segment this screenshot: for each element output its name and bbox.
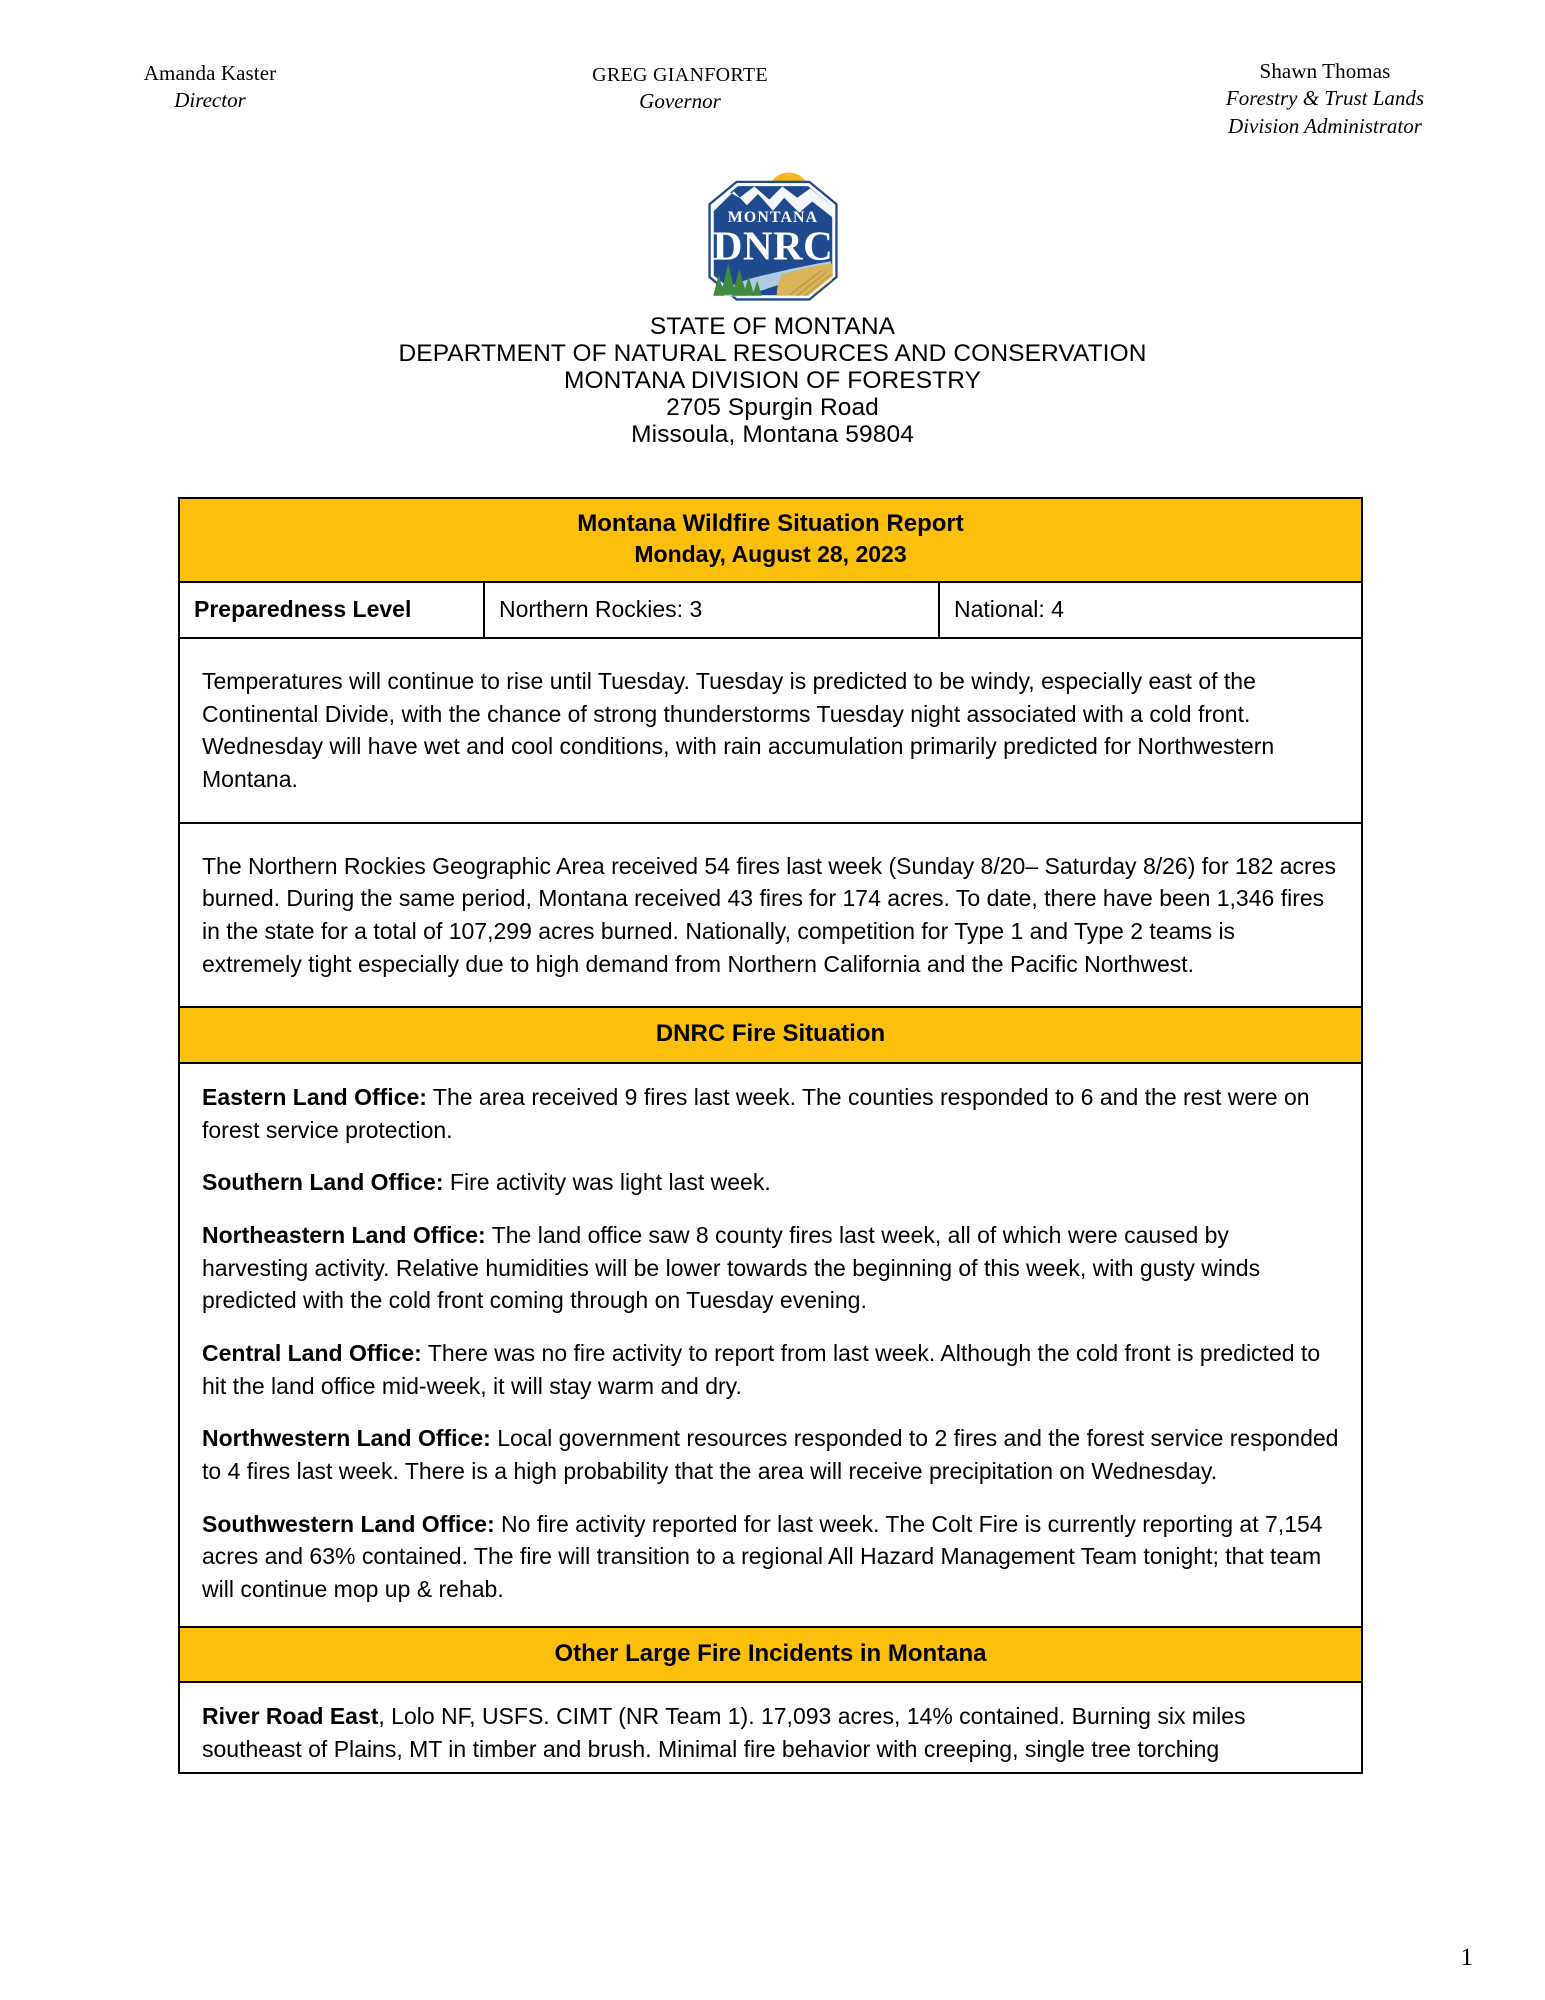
land-office-name: Eastern Land Office:	[202, 1084, 427, 1111]
land-office-entry	[202, 1422, 1339, 1487]
land-office-name: Southern Land Office:	[202, 1169, 444, 1196]
agency-line-5: Missoula, Montana 59804	[631, 420, 914, 448]
agency-line-4: 2705 Spurgin Road	[666, 393, 879, 421]
land-office-list	[180, 1064, 1361, 1628]
land-office-entry	[202, 1081, 1339, 1146]
agency-line-3: MONTANA DIVISION OF FORESTRY	[563, 366, 982, 394]
land-office-text: The land office saw 8 county fires last week, all of which were caused by harvesting activity. Relative humidities will be lower towards the beginning of this week, with gusty winds predicted with the cold front coming through on Tuesday evening.	[202, 1222, 1261, 1314]
report-date: Monday, August 28, 2023	[634, 540, 907, 567]
logo-montana-text: MONTANA	[727, 209, 818, 226]
letterhead	[0, 52, 1545, 172]
land-office-name: Central Land Office:	[202, 1340, 422, 1367]
land-office-name: Southwestern Land Office:	[202, 1510, 495, 1537]
montana-dnrc-logo-icon	[678, 166, 868, 306]
fire-incident-name: River Road East	[202, 1703, 379, 1730]
page-number: 1	[1460, 1944, 1473, 1971]
director-title: Director	[174, 88, 246, 113]
letterhead-left	[95, 60, 325, 115]
logo-container	[0, 166, 1545, 306]
weather-outlook-block	[180, 639, 1361, 824]
agency-address	[0, 314, 1545, 449]
letterhead-center	[470, 62, 890, 115]
logo-dnrc-text: DNRC	[712, 222, 833, 269]
wildfire-situation-report-table	[178, 497, 1363, 1774]
land-office-entry	[202, 1219, 1339, 1317]
administrator-title: Division Administrator	[1228, 113, 1422, 138]
preparedness-national: National: 4	[954, 596, 1064, 623]
governor-name: GREG GIANFORTE	[592, 64, 768, 86]
land-office-entry	[202, 1166, 1339, 1199]
preparedness-level-row	[180, 583, 1361, 639]
fire-statistics-block	[180, 824, 1361, 1009]
report-title: Montana Wildfire Situation Report	[577, 510, 964, 537]
fire-incident-text: , Lolo NF, USFS. CIMT (NR Team 1). 17,093 acres, 14% contained. Burning six miles southeast of Plains, MT in timber and brush. Minimal fire behavior with creeping, single tree torching	[202, 1703, 1246, 1763]
land-office-name: Northeastern Land Office:	[202, 1222, 486, 1249]
agency-line-2: DEPARTMENT OF NATURAL RESOURCES AND CONSERVATION	[398, 339, 1147, 367]
administrator-name: Shawn Thomas	[1259, 59, 1391, 83]
land-office-text: No fire activity reported for last week. The Colt Fire is currently reporting at 7,154 acres and 63% contained. The fire will transition to a regional All Hazard Management Team tonight; that team will continue mop up & rehab.	[202, 1510, 1323, 1602]
land-office-name: Northwestern Land Office:	[202, 1425, 491, 1452]
governor-title: Governor	[639, 89, 721, 113]
preparedness-northern-rockies: Northern Rockies: 3	[485, 583, 940, 637]
director-name: Amanda Kaster	[143, 61, 277, 85]
preparedness-level-label: Preparedness Level	[180, 583, 485, 637]
land-office-text: The area received 9 fires last week. The counties responded to 6 and the rest were on forest service protection.	[202, 1084, 1310, 1143]
administrator-division: Forestry & Trust Lands	[1225, 86, 1425, 111]
fire-incident-entry	[202, 1700, 1339, 1765]
statistics-paragraph: The Northern Rockies Geographic Area received 54 fires last week (Sunday 8/20– Saturday 8/26) for 182 acres burned. During the same period, Montana received 43 fires for 174 acres. To date, there have been 1,346 fires in the state for a total of 107,299 acres burned. Nationally, competition for Type 1 and Type 2 teams is extremely tight especially due to high demand from Northern California and the Pacific Northwest.	[202, 852, 1336, 977]
other-fires-list	[180, 1683, 1361, 1771]
dnrc-fire-situation-heading: DNRC Fire Situation	[180, 1008, 1361, 1064]
land-office-text: Fire activity was light last week.	[443, 1169, 771, 1196]
land-office-entry	[202, 1337, 1339, 1402]
report-title-band	[180, 499, 1361, 583]
land-office-text: There was no fire activity to report from last week. Although the cold front is predicted to hit the land office mid-week, it will stay warm and dry.	[202, 1340, 1321, 1399]
letterhead-right	[1165, 58, 1485, 140]
other-large-fires-heading: Other Large Fire Incidents in Montana	[180, 1628, 1361, 1684]
land-office-text: Local government resources responded to 2 fires and the forest service responded to 4 fires last week. There is a high probability that the area will receive precipitation on Wednesday.	[202, 1425, 1339, 1485]
agency-line-1: STATE OF MONTANA	[649, 313, 896, 340]
weather-paragraph: Temperatures will continue to rise until Tuesday. Tuesday is predicted to be windy, especially east of the Continental Divide, with the chance of strong thunderstorms Tuesday night associated with a cold front. Wednesday will have wet and cool conditions, with rain accumulation primarily predicted for Northwestern Montana.	[202, 668, 1275, 793]
land-office-entry	[202, 1508, 1339, 1606]
